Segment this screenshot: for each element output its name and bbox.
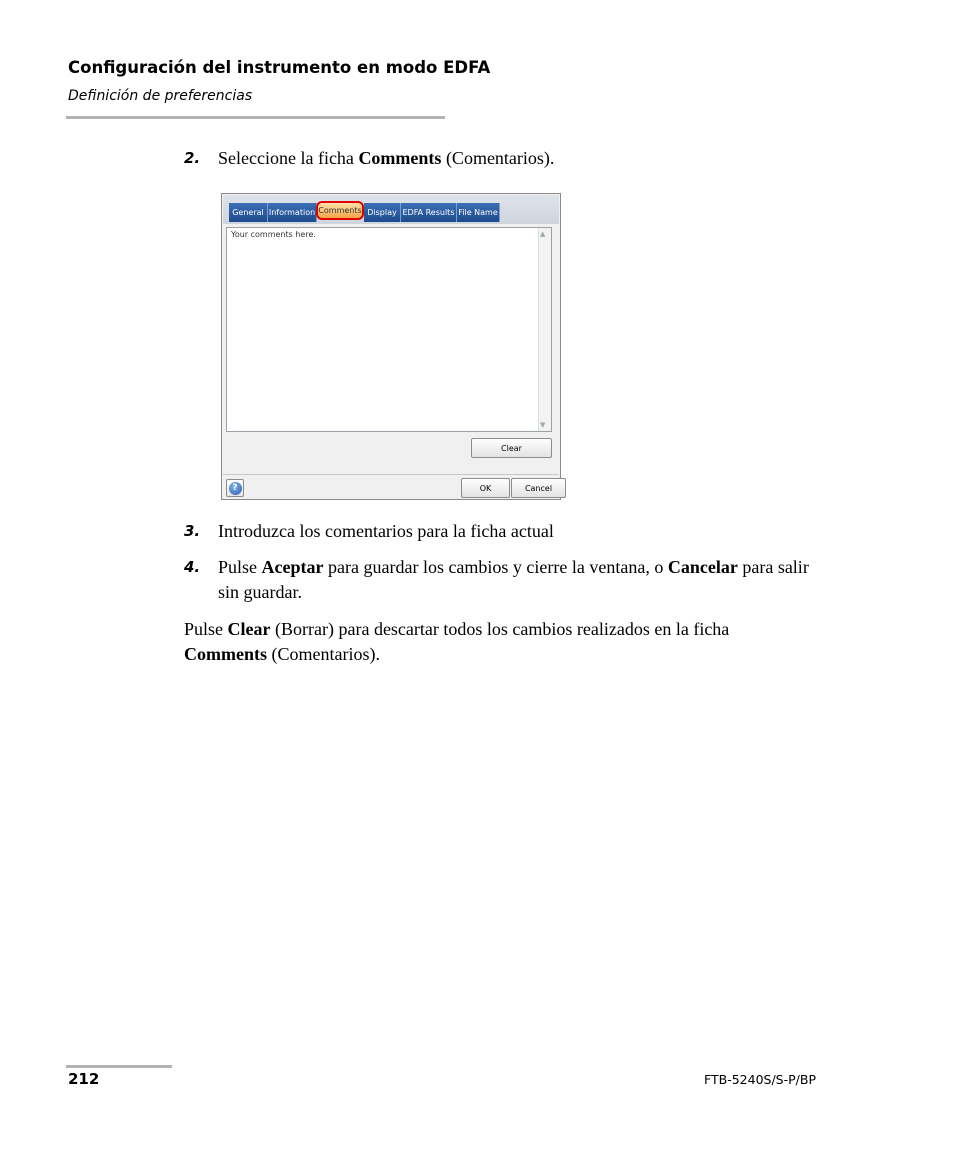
text-run: Pulse xyxy=(184,619,228,639)
text-run: Seleccione la ficha xyxy=(218,148,359,168)
tab-file-name[interactable]: File Name xyxy=(457,203,500,222)
scroll-down-icon[interactable]: ▼ xyxy=(540,421,546,429)
text-run: Introduzca los comentarios para la ficha actual xyxy=(218,521,554,541)
preferences-dialog xyxy=(221,193,561,500)
comments-text: Your comments here. xyxy=(231,230,316,239)
scroll-up-icon[interactable]: ▲ xyxy=(540,230,546,238)
ok-button[interactable]: OK xyxy=(461,478,510,498)
step-text xyxy=(218,555,824,605)
step-number: 2. xyxy=(184,149,201,167)
tab-display[interactable]: Display xyxy=(364,203,401,222)
document-code: FTB-5240S/S-P/BP xyxy=(704,1072,816,1087)
bold-run: Comments xyxy=(358,148,442,168)
header-subtitle: Definición de preferencias xyxy=(68,88,253,104)
comments-textarea[interactable] xyxy=(226,227,552,432)
clear-button[interactable]: Clear xyxy=(471,438,552,458)
step-text xyxy=(218,519,824,544)
page-number: 212 xyxy=(68,1070,100,1088)
tab-comments[interactable]: Comments xyxy=(316,201,364,220)
step-2 xyxy=(184,146,824,171)
text-run: (Borrar) para descartar todos los cambios realizados en la ficha xyxy=(270,619,730,639)
tab-general[interactable]: General xyxy=(229,203,268,222)
tab-edfa-results[interactable]: EDFA Results xyxy=(401,203,457,222)
help-button[interactable] xyxy=(226,479,244,497)
tab-bar xyxy=(223,195,559,224)
bold-run: Comments xyxy=(184,644,267,664)
step-4 xyxy=(184,555,824,605)
step-text xyxy=(218,146,824,171)
divider xyxy=(223,474,559,475)
bold-run: Clear xyxy=(227,619,271,639)
footer-rule xyxy=(66,1065,172,1068)
cancel-button[interactable]: Cancel xyxy=(511,478,566,498)
text-run: Pulse xyxy=(218,557,262,577)
vertical-scrollbar[interactable] xyxy=(538,228,551,431)
text-run: (Comentarios). xyxy=(267,644,380,664)
help-icon: ? xyxy=(229,482,242,495)
header-title: Configuración del instrumento en modo EDFA xyxy=(68,58,491,77)
step-number: 4. xyxy=(184,558,201,576)
bold-run: Aceptar xyxy=(261,557,324,577)
bold-run: Cancelar xyxy=(667,557,738,577)
step-3 xyxy=(184,519,824,544)
text-run: para salir sin guardar. xyxy=(218,557,809,602)
step-number: 3. xyxy=(184,522,201,540)
header-rule xyxy=(66,116,445,119)
text-run: (Comentarios). xyxy=(441,148,555,168)
text-run: para guardar los cambios y cierre la ventana, o xyxy=(323,557,668,577)
tab-information[interactable]: Information xyxy=(268,203,317,222)
clear-note xyxy=(184,617,804,667)
